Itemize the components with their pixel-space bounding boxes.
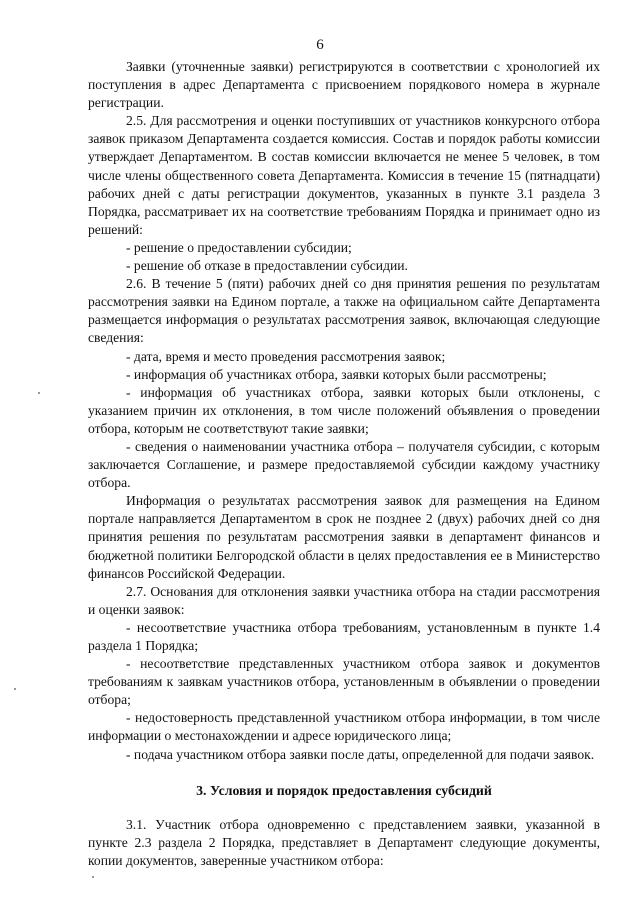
- page-body: [88, 58, 600, 870]
- scan-speck: [14, 688, 16, 690]
- page-number: 6: [316, 37, 324, 53]
- paragraph: - информация об участниках отбора, заявки которых были рассмотрены;: [126, 366, 547, 382]
- paragraphs-before-heading: [88, 58, 600, 764]
- section-heading: 3. Условия и порядок предоставления субсидий: [196, 782, 492, 798]
- paragraph: 2.5. Для рассмотрения и оценки поступивших от участников конкурсного отбора заявок приказом Департамента создается комиссия. Состав и порядок работы комиссии утверждает Департаментом. В состав комиссии включается не менее 5 человек, в том числе члены общественного совета Департамента. Комиссия в течение 15 (пятнадцати) рабочих дней с даты регистрации документов, указанных в пункте 3.1 раздела 3 Порядка, рассматривает их на соответствие требованиям Порядка и принимает одно из решений:: [88, 113, 600, 237]
- paragraph: - несоответствие представленных участником отбора заявок и документов требованиям к заявкам участников отбора, установленным в объявлении о проведении отбора;: [88, 656, 600, 708]
- paragraphs-after-heading: [88, 816, 600, 870]
- paragraph: - сведения о наименовании участника отбора – получателя субсидии, с которым заключается Соглашение, и размере предоставляемой субсидии каждому участнику отбора.: [88, 438, 600, 491]
- paragraph: Информация о результатах рассмотрения заявок для размещения на Едином портале направляется Департаментом в срок не позднее 2 (двух) рабочих дней со дня принятия решения по результатам рассмотрения заявки в департамент финансов и бюджетной политики Белгородской области в целях предоставления ее в Министерство финансов Российской Федерации.: [88, 493, 600, 581]
- paragraph: 2.6. В течение 5 (пяти) рабочих дней со дня принятия решения по результатам рассмотрения заявки на Едином портале, а также на официальном сайте Департамента размещается информация о результатах рассмотрения заявок, включающая следующие сведения:: [88, 276, 600, 346]
- scan-speck: [92, 876, 94, 878]
- paragraph: - несоответствие участника отбора требованиям, установленным в пункте 1.4 раздела 1 Порядка;: [88, 619, 600, 653]
- paragraph: 2.7. Основания для отклонения заявки участника отбора на стадии рассмотрения и оценки заявок:: [88, 583, 600, 617]
- paragraph: - информация об участниках отбора, заявки которых были отклонены, с указанием причин их отклонения, в том числе положений объявления о проведении отбора, которым не соответствуют такие заявки;: [88, 384, 600, 436]
- paragraph: Заявки (уточненные заявки) регистрируются в соответствии с хронологией их поступления в адрес Департамента с присвоением порядкового номера в журнале регистрации.: [88, 59, 600, 111]
- paragraph: - решение об отказе в предоставлении субсидии.: [126, 258, 408, 274]
- paragraph: 3.1. Участник отбора одновременно с представлением заявки, указанной в пункте 2.3 раздела 2 Порядка, представляет в Департамент следующие документы, копии документов, заверенные участником отбора:: [88, 816, 600, 868]
- paragraph: - недостоверность представленной участником отбора информации, в том числе информации о местонахождении и адресе юридического лица;: [88, 710, 600, 744]
- paragraph: - дата, время и место проведения рассмотрения заявок;: [126, 348, 446, 364]
- paragraph: - подача участником отбора заявки после даты, определенной для подачи заявок.: [126, 746, 595, 762]
- paragraph: - решение о предоставлении субсидии;: [126, 239, 352, 255]
- scan-speck: [38, 392, 40, 394]
